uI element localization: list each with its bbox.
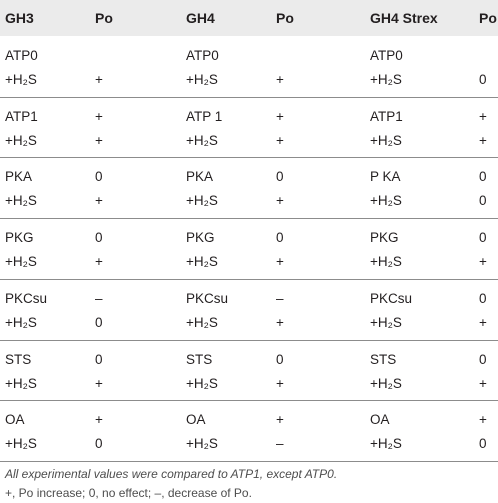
table-cell-compound-gh4-strex: +H₂S [370,436,402,452]
table-cell-compound-gh4: OA [186,412,206,428]
table-cell-compound-gh4-strex: +H₂S [370,193,402,209]
table-cell-po-gh4-strex: + [479,108,487,124]
table-cell-compound-gh3: ATP1 [5,108,38,124]
footnote-comparison: All experimental values were compared to ATP1, except ATP0. [5,467,338,481]
table-cell-po-gh4-strex: 0 [479,169,487,185]
table-cell-po-gh3: 0 [95,169,103,185]
table-cell-compound-gh4: +H₂S [186,436,218,452]
table-cell-compound-gh3: +H₂S [5,314,37,330]
table-cell-po-gh4: + [276,314,284,330]
table-cell-compound-gh4-strex: PKG [370,230,399,246]
row-separator [0,340,498,341]
table-cell-po-gh4: + [276,72,284,87]
table-cell-compound-gh3: PKCsu [5,290,48,306]
table-cell-compound-gh4: +H₂S [186,314,218,330]
table-cell-po-gh4-strex: 0 [479,193,487,209]
table-cell-compound-gh4: PKG [186,230,215,246]
table-cell-po-gh4: + [276,108,284,124]
table-cell-po-gh4-strex: 0 [479,351,487,367]
table-cell-po-gh4: + [276,375,284,391]
table-cell-po-gh3: 0 [95,351,103,367]
table-cell-compound-gh3: ATP0 [5,48,38,63]
table-cell-compound-gh4: ATP0 [186,48,219,63]
table-cell-compound-gh4: +H₂S [186,132,218,148]
table-cell-compound-gh3: +H₂S [5,254,37,270]
table-cell-po-gh4-strex: + [479,132,487,148]
table-cell-compound-gh3: +H₂S [5,132,37,148]
table-cell-compound-gh3: +H₂S [5,193,37,209]
table-cell-po-gh4-strex: 0 [479,290,487,306]
table-cell-compound-gh4-strex: STS [370,351,397,367]
table-cell-compound-gh4-strex: P KA [370,169,401,185]
table-cell-po-gh4-strex: + [479,314,487,330]
table-cell-po-gh4-strex: + [479,254,487,270]
header-po-gh3: Po [95,10,113,26]
header-po-gh4-strex: Po [479,10,497,26]
table-cell-po-gh4: + [276,412,284,428]
header-gh4: GH4 [186,10,215,26]
table-cell-compound-gh4-strex: +H₂S [370,375,402,391]
table-cell-po-gh3: + [95,375,103,391]
table-cell-compound-gh4: PKCsu [186,290,229,306]
table-cell-compound-gh4: STS [186,351,213,367]
table-cell-po-gh4: + [276,254,284,270]
table-cell-compound-gh3: OA [5,412,25,428]
table-cell-po-gh4: 0 [276,351,284,367]
table-cell-po-gh3: + [95,254,103,270]
table-cell-po-gh3: + [95,412,103,428]
table-cell-po-gh3: + [95,72,103,87]
table-cell-po-gh4-strex: + [479,412,487,428]
table-cell-po-gh3: 0 [95,230,103,246]
table-cell-po-gh4: 0 [276,230,284,246]
table-cell-po-gh4: + [276,193,284,209]
table-cell-po-gh4: 0 [276,169,284,185]
table-cell-compound-gh4-strex: OA [370,412,390,428]
table-cell-po-gh4-strex: 0 [479,436,487,452]
table-header [0,0,498,36]
table-cell-compound-gh4: +H₂S [186,193,218,209]
table-cell-compound-gh4-strex: +H₂S [370,72,402,87]
row-separator [0,218,498,219]
table-cell-po-gh3: 0 [95,436,103,452]
row-separator [0,279,498,280]
table-cell-po-gh3: + [95,193,103,209]
table-cell-po-gh4-strex: + [479,375,487,391]
table-cell-po-gh3: + [95,132,103,148]
table-cell-compound-gh3: +H₂S [5,375,37,391]
table-cell-compound-gh4-strex: +H₂S [370,254,402,270]
table-cell-compound-gh4: +H₂S [186,254,218,270]
table-cell-compound-gh3: +H₂S [5,72,37,87]
row-separator [0,157,498,158]
table-cell-po-gh3: 0 [95,314,103,330]
table-cell-compound-gh4-strex: +H₂S [370,314,402,330]
table-cell-po-gh4-strex: 0 [479,72,487,87]
table-cell-compound-gh4-strex: PKCsu [370,290,413,306]
table-bottom-rule [0,461,498,462]
table-cell-compound-gh4-strex: +H₂S [370,132,402,148]
table-cell-compound-gh3: PKA [5,169,33,185]
header-gh4-strex: GH4 Strex [370,10,438,26]
table-cell-po-gh4-strex: 0 [479,230,487,246]
table-cell-po-gh4: + [276,132,284,148]
table-cell-compound-gh3: STS [5,351,32,367]
header-po-gh4: Po [276,10,294,26]
footnote-legend: +, Po increase; 0, no effect; –, decrease of Po. [5,486,252,500]
header-gh3: GH3 [5,10,34,26]
table-cell-po-gh3: – [95,290,103,306]
table-cell-po-gh4: – [276,290,284,306]
table-cell-compound-gh4: +H₂S [186,375,218,391]
row-separator [0,400,498,401]
table-cell-po-gh4: – [276,436,284,452]
table-cell-compound-gh4: PKA [186,169,214,185]
table-cell-compound-gh4: +H₂S [186,72,218,87]
table-cell-compound-gh3: +H₂S [5,436,37,452]
table-cell-compound-gh3: PKG [5,230,34,246]
table-cell-compound-gh4-strex: ATP1 [370,108,403,124]
table-cell-compound-gh4-strex: ATP0 [370,48,403,63]
table-cell-po-gh3: + [95,108,103,124]
row-separator [0,97,498,98]
table-cell-compound-gh4: ATP 1 [186,108,223,124]
